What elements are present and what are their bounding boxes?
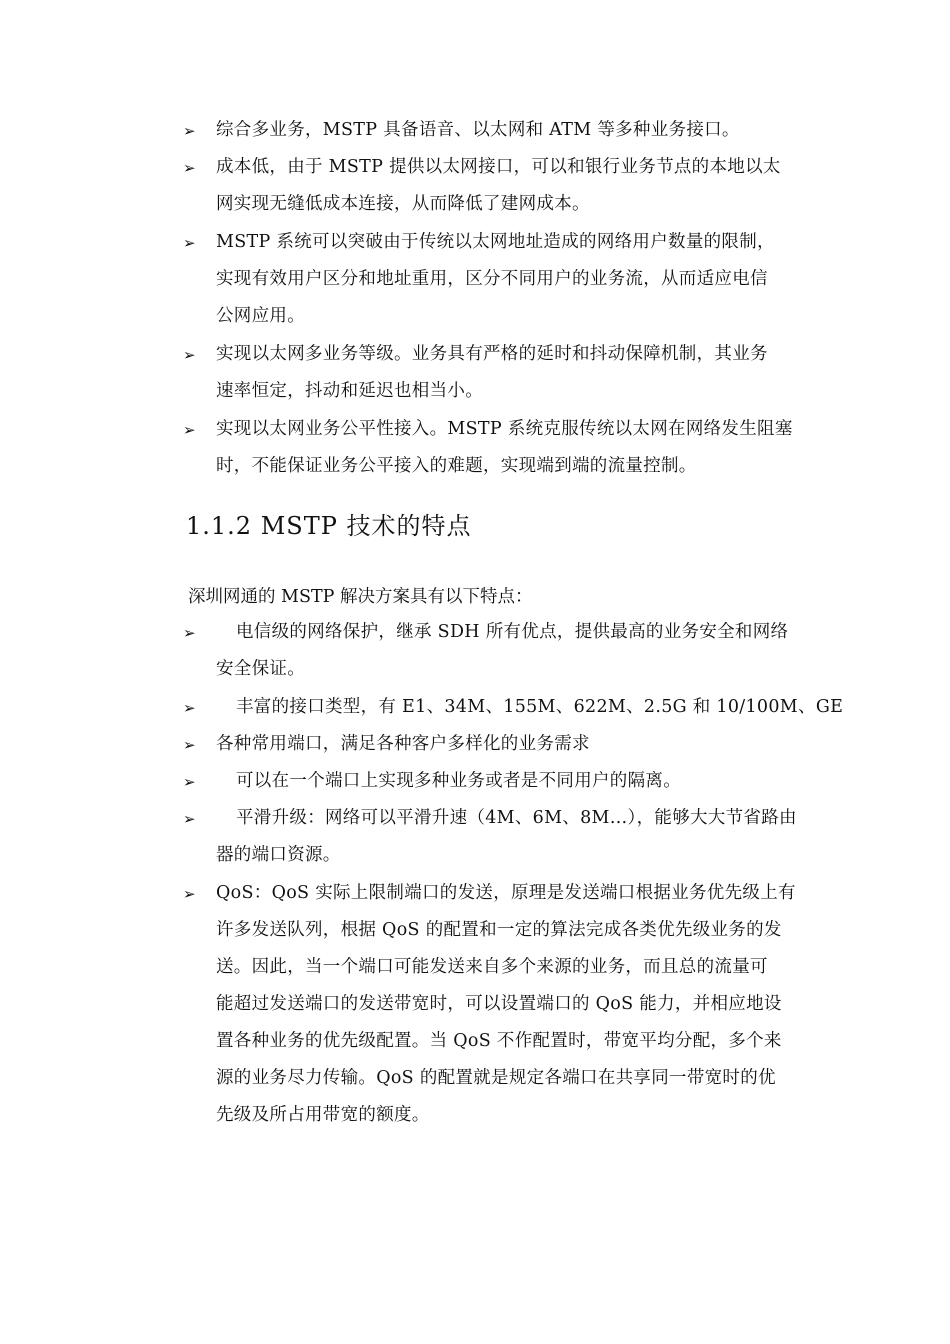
list-item-line: QoS：QoS 实际上限制端口的发送，原理是发送端口根据业务优先级上有 — [216, 883, 796, 903]
list-item-line: 各种常用端口，满足各种客户多样化的业务需求 — [216, 734, 590, 754]
list-item-line: 安全保证。 — [216, 659, 305, 679]
list-item-line: 公网应用。 — [216, 306, 305, 326]
bullet-arrow-icon: ➢ — [183, 810, 196, 828]
list-item-line: 丰富的接口类型，有 E1、34M、155M、622M、2.5G 和 10/100M、GE — [236, 697, 844, 717]
bullet-arrow-icon: ➢ — [183, 699, 196, 717]
bullet-arrow-icon: ➢ — [183, 736, 196, 754]
list-item-line: 送。因此，当一个端口可能发送来自多个来源的业务，而且总的流量可 — [216, 957, 768, 977]
bullet-arrow-icon: ➢ — [183, 624, 196, 642]
list-item-line: 速率恒定，抖动和延迟也相当小。 — [216, 381, 483, 401]
intro-text: 深圳网通的 MSTP 解决方案具有以下特点： — [188, 587, 533, 607]
bullet-arrow-icon: ➢ — [183, 159, 196, 177]
section-heading: 1.1.2 MSTP 技术的特点 — [186, 512, 472, 540]
list-item-line: 平滑升级：网络可以平滑升速（4M、6M、8M…），能够大大节省路由 — [236, 808, 797, 828]
list-item-line: 可以在一个端口上实现多种业务或者是不同用户的隔离。 — [236, 771, 681, 791]
bullet-arrow-icon: ➢ — [183, 346, 196, 364]
list-item-line: 器的端口资源。 — [216, 845, 341, 865]
list-item-line: 电信级的网络保护，继承 SDH 所有优点，提供最高的业务安全和网络 — [236, 622, 789, 642]
list-item-line: 成本低，由于 MSTP 提供以太网接口，可以和银行业务节点的本地以太 — [216, 157, 781, 177]
list-item-line: 时，不能保证业务公平接入的难题，实现端到端的流量控制。 — [216, 456, 697, 476]
list-item-line: 先级及所占用带宽的额度。 — [216, 1105, 430, 1125]
bullet-arrow-icon: ➢ — [183, 122, 196, 140]
list-item-line: MSTP 系统可以突破由于传统以太网地址造成的网络用户数量的限制， — [216, 232, 775, 252]
bullet-arrow-icon: ➢ — [183, 773, 196, 791]
bullet-arrow-icon: ➢ — [183, 885, 196, 903]
list-item-line: 能超过发送端口的发送带宽时，可以设置端口的 QoS 能力，并相应地设 — [216, 994, 782, 1014]
list-item-line: 网实现无缝低成本连接，从而降低了建网成本。 — [216, 194, 590, 214]
list-item-line: 许多发送队列，根据 QoS 的配置和一定的算法完成各类优先级业务的发 — [216, 920, 782, 940]
list-item-line: 置各种业务的优先级配置。当 QoS 不作配置时，带宽平均分配，多个来 — [216, 1031, 782, 1051]
bullet-arrow-icon: ➢ — [183, 234, 196, 252]
list-item-line: 源的业务尽力传输。QoS 的配置就是规定各端口在共享同一带宽时的优 — [216, 1068, 776, 1088]
list-item-line: 综合多业务，MSTP 具备语音、以太网和 ATM 等多种业务接口。 — [216, 120, 740, 140]
list-item-line: 实现以太网业务公平性接入。MSTP 系统克服传统以太网在网络发生阻塞 — [216, 419, 793, 439]
list-item-line: 实现以太网多业务等级。业务具有严格的延时和抖动保障机制，其业务 — [216, 344, 768, 364]
bullet-arrow-icon: ➢ — [183, 421, 196, 439]
list-item-line: 实现有效用户区分和地址重用，区分不同用户的业务流，从而适应电信 — [216, 269, 768, 289]
